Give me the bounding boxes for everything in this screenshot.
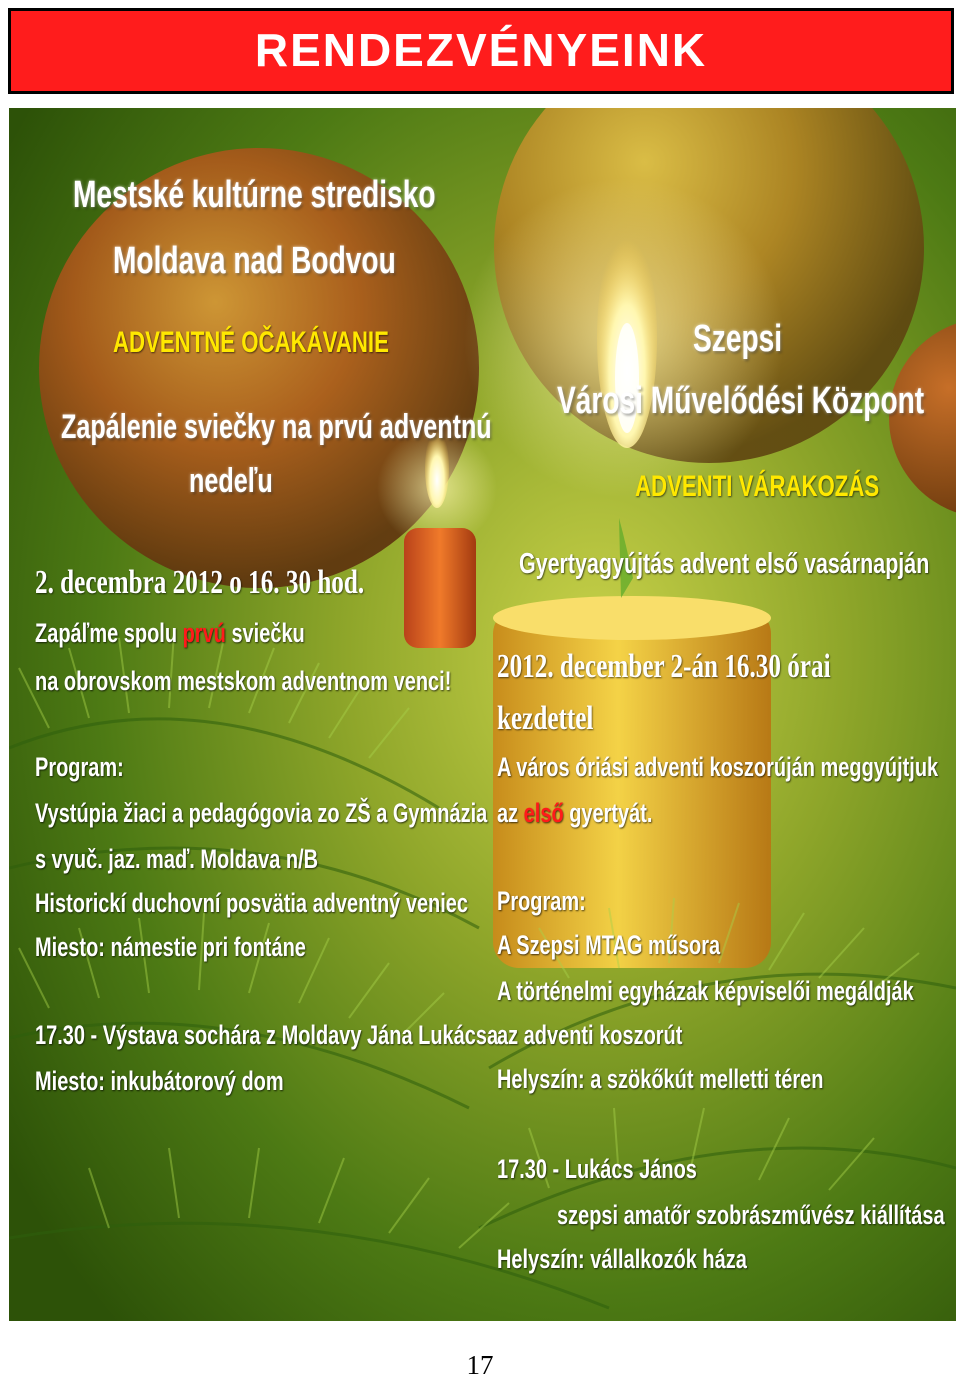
page-title: RENDEZVÉNYEINK [254, 24, 708, 76]
left-program-4: Miesto: námestie pri fontáne [35, 932, 306, 962]
left-program-1: Vystúpia žiaci a pedagógovia zo ZŠ a Gymnázia [35, 798, 488, 828]
right-org-line2: Városi Művelődési Központ [557, 380, 925, 422]
right-date-line2: kezdettel [497, 700, 594, 737]
left-org-line2: Moldava nad Bodvou [113, 240, 396, 282]
right-info-line2: az első gyertyát. [497, 798, 653, 828]
right-program-4: Helyszín: a szökőkút melletti téren [497, 1064, 824, 1094]
page-number: 17 [466, 1350, 494, 1380]
left-exhibit-1: 17.30 - Výstava sochára z Moldavy Jána Lukácsa [35, 1020, 499, 1050]
right-program-label: Program: [497, 886, 586, 916]
right-org-line1: Szepsi [693, 318, 783, 360]
left-exhibit-2: Miesto: inkubátorový dom [35, 1066, 284, 1096]
left-event-title: ADVENTNÉ OČAKÁVANIE [113, 326, 389, 359]
left-date: 2. decembra 2012 o 16. 30 hod. [35, 564, 365, 601]
left-subtitle-line2: nedeľu [189, 462, 273, 500]
left-program-label: Program: [35, 752, 124, 782]
left-program-3: Historickí duchovní posvätia adventný veniec [35, 888, 469, 918]
left-org-line1: Mestské kultúrne stredisko [73, 174, 436, 216]
right-info-line1: A város óriási adventi koszorúján meggyújtjuk [497, 752, 939, 782]
left-invite-line1: Zapáľme spolu prvú sviečku [35, 618, 305, 648]
poster-background [9, 108, 956, 1321]
right-exhibit-1: 17.30 - Lukács János [497, 1154, 697, 1184]
left-invite-line2: na obrovskom mestskom adventnom venci! [35, 666, 452, 696]
right-program-3: az adventi koszorút [497, 1020, 683, 1050]
left-program-2: s vyuč. jaz. maď. Moldava n/B [35, 844, 319, 874]
title-banner [8, 8, 954, 94]
advent-poster [9, 108, 956, 1321]
right-program-1: A Szepsi MTAG műsora [497, 930, 721, 960]
right-date-line1: 2012. december 2-án 16.30 órai [497, 648, 831, 685]
right-event-title: ADVENTI VÁRAKOZÁS [635, 470, 880, 503]
right-exhibit-3: Helyszín: vállalkozók háza [497, 1244, 747, 1274]
left-subtitle-line1: Zapálenie sviečky na prvú adventnú [61, 408, 492, 446]
right-program-2: A történelmi egyházak képviselői megáldják [497, 976, 914, 1006]
right-subtitle: Gyertyagyújtás advent első vasárnapján [519, 548, 930, 580]
right-exhibit-2: szepsi amatőr szobrászművész kiállítása [557, 1200, 945, 1230]
